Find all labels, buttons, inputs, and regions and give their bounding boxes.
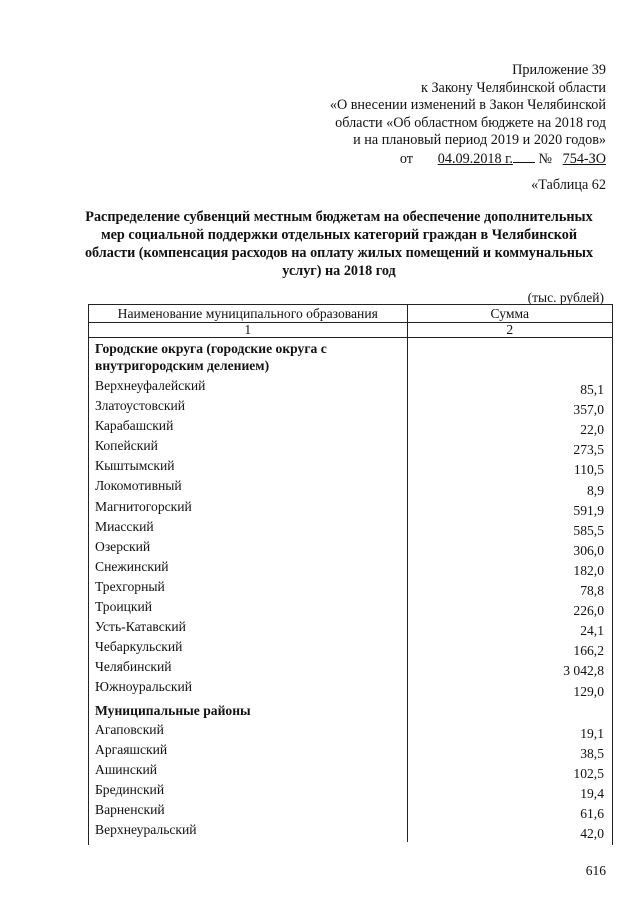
section-title: Городские округа (городские округа с внутригородским делением): [95, 341, 327, 373]
appendix-line-3: «О внесении изменений в Закон Челябинской: [329, 97, 606, 114]
municipality-name: Копейский: [95, 438, 158, 454]
subsidy-amount: 19,1: [407, 722, 612, 742]
section-title: Муниципальные районы: [95, 702, 251, 718]
appendix-header: [276, 62, 606, 169]
subsidy-amount: 306,0: [407, 539, 612, 559]
table-row: [89, 418, 612, 438]
table-row: [89, 619, 612, 639]
municipality-name: Озерский: [95, 538, 151, 554]
municipality-name: Брединский: [95, 781, 165, 797]
subsidy-amount: 22,0: [407, 418, 612, 438]
subsidy-amount: 42,0: [407, 822, 612, 842]
subsidy-amount: 24,1: [407, 619, 612, 639]
municipality-name: Карабашский: [95, 418, 174, 434]
page-number: 616: [585, 863, 606, 878]
table-row: [89, 378, 612, 398]
header-municipality: Наименование муниципального образования: [89, 305, 407, 323]
municipality-name: Златоустовский: [95, 398, 186, 414]
subsidy-amount: 102,5: [407, 762, 612, 782]
subsidy-amount: 61,6: [407, 802, 612, 822]
municipality-name: Троицкий: [95, 599, 153, 615]
subsidy-amount: 182,0: [407, 559, 612, 579]
appendix-date-line: [276, 150, 606, 169]
appendix-line-5: и на плановый период 2019 и 2020 годов»: [353, 132, 606, 149]
table-row: [89, 478, 612, 498]
municipality-name: Аргаяшский: [95, 741, 168, 757]
table-row: [89, 599, 612, 619]
municipality-name: Чебаркульский: [95, 639, 183, 655]
subsidy-amount: 3 042,8: [407, 659, 612, 679]
law-number: 754-ЗО: [562, 150, 606, 167]
subsidy-amount: 273,5: [407, 438, 612, 458]
table-row: [89, 639, 612, 659]
municipality-name: Верхнеуфалейский: [95, 378, 206, 393]
table-row: [89, 458, 612, 478]
subsidy-table: [89, 304, 612, 842]
table-header-row: [89, 305, 612, 323]
date-blank: [513, 150, 535, 163]
municipality-name: Усть-Катавский: [95, 619, 186, 635]
subsidy-amount: 129,0: [407, 679, 612, 699]
table-row: [89, 762, 612, 782]
subsidy-amount: 110,5: [407, 458, 612, 478]
table-label: «Таблица 62: [531, 177, 606, 193]
table-row: [89, 539, 612, 559]
subsidy-amount: 85,1: [407, 378, 612, 398]
subsidy-amount: 591,9: [407, 499, 612, 519]
municipality-name: Ашинский: [95, 761, 158, 777]
column-number-2: 2: [407, 323, 612, 338]
appendix-line-4: области «Об областном бюджете на 2018 год: [335, 114, 606, 131]
section-value-empty: [407, 338, 612, 379]
column-number-row: [89, 323, 612, 338]
header-amount: Сумма: [407, 305, 612, 323]
municipality-name: Магнитогорский: [95, 498, 192, 514]
table-row: [89, 579, 612, 599]
table-row: [89, 679, 612, 699]
table-row: [89, 722, 612, 742]
municipality-name: Варненский: [95, 801, 165, 817]
unit-note: (тыс. рублей): [527, 290, 604, 305]
subsidy-amount: 8,9: [407, 478, 612, 498]
municipality-name: Снежинский: [95, 558, 169, 574]
table-row: [89, 802, 612, 822]
subsidy-amount: 357,0: [407, 398, 612, 418]
table-body: [89, 338, 612, 843]
law-date: 04.09.2018 г.: [437, 150, 513, 167]
subsidy-amount: 585,5: [407, 519, 612, 539]
subsidy-amount: 78,8: [407, 579, 612, 599]
from-label: от: [399, 150, 413, 167]
table-row: [89, 438, 612, 458]
municipality-name: Верхнеуральский: [95, 821, 197, 837]
municipality-name: Локомотивный: [95, 478, 182, 494]
municipality-name: Трехгорный: [95, 578, 165, 594]
section-row: [89, 338, 612, 379]
subsidy-table-container: [88, 304, 613, 845]
table-row: [89, 398, 612, 418]
table-row: [89, 822, 612, 842]
number-label: №: [538, 150, 552, 167]
section-row: [89, 700, 612, 722]
subsidy-amount: 38,5: [407, 742, 612, 762]
table-row: [89, 742, 612, 762]
municipality-name: Миасский: [95, 518, 154, 534]
subsidy-amount: 166,2: [407, 639, 612, 659]
subsidy-amount: 226,0: [407, 599, 612, 619]
municipality-name: Агаповский: [95, 721, 164, 737]
document-title: Распределение субвенций местным бюджетам на обеспечение дополнительных мер социальной поддержки отдельных категорий граждан в Челябинской области (компенсация расходов на оплату жилых помещений и коммунальных услуг) на 2018 год: [84, 209, 594, 279]
appendix-line-2: к Закону Челябинской области: [421, 79, 606, 96]
municipality-name: Кыштымский: [95, 458, 175, 474]
subsidy-amount: 19,4: [407, 782, 612, 802]
table-row: [89, 559, 612, 579]
table-row: [89, 782, 612, 802]
table-row: [89, 499, 612, 519]
section-value-empty: [407, 700, 612, 722]
appendix-line-1: Приложение 39: [512, 62, 606, 78]
municipality-name: Челябинский: [95, 659, 172, 675]
municipality-name: Южноуральский: [95, 679, 193, 695]
column-number-1: 1: [89, 323, 407, 338]
table-row: [89, 519, 612, 539]
table-row: [89, 659, 612, 679]
